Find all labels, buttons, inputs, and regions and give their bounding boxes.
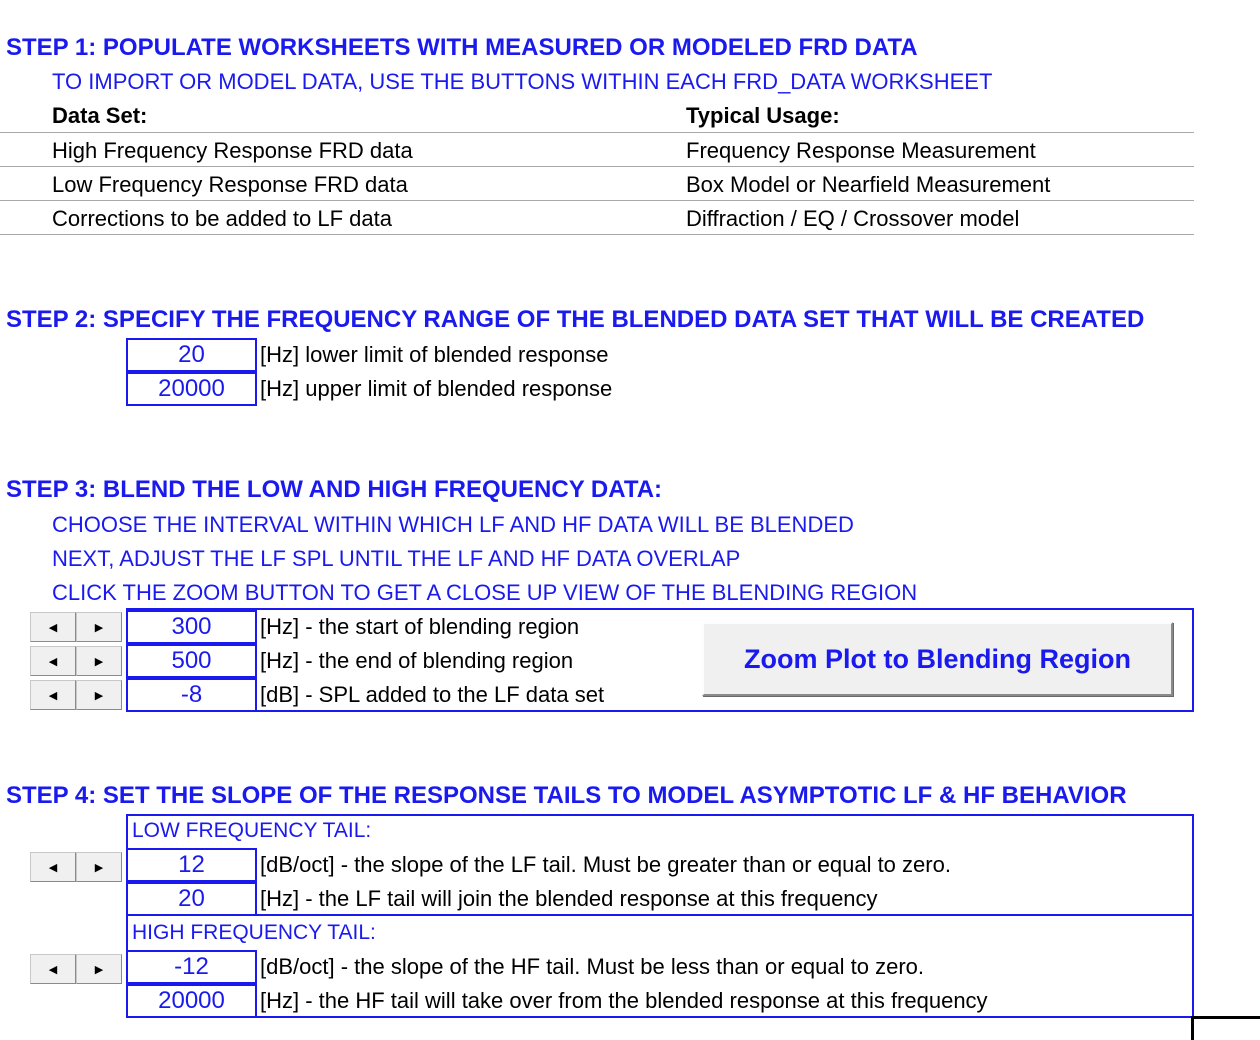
table-divider xyxy=(0,132,1194,133)
right-arrow-icon: ▶ xyxy=(94,861,104,874)
table-row-usage: Frequency Response Measurement xyxy=(686,138,1036,163)
table-row-data-set: Corrections to be added to LF data xyxy=(52,206,392,231)
step2-title: STEP 2: SPECIFY THE FREQUENCY RANGE OF THE BLENDED DATA SET THAT WILL BE CREATED xyxy=(6,306,1145,333)
increment-button[interactable] xyxy=(76,852,122,882)
blend-start-spinner[interactable] xyxy=(30,612,122,642)
table-row-data-set: Low Frequency Response FRD data xyxy=(52,172,408,197)
zoom-plot-button[interactable]: Zoom Plot to Blending Region xyxy=(702,622,1173,696)
data-set-header: Data Set: xyxy=(52,103,148,128)
table-row-usage: Diffraction / EQ / Crossover model xyxy=(686,206,1020,231)
increment-button[interactable] xyxy=(76,954,122,984)
decrement-button[interactable] xyxy=(30,852,76,882)
left-arrow-icon: ◀ xyxy=(48,621,58,634)
right-arrow-icon: ▶ xyxy=(94,621,104,634)
step1-subtitle: TO IMPORT OR MODEL DATA, USE THE BUTTONS WITHIN EACH FRD_DATA WORKSHEET xyxy=(52,69,993,94)
decrement-button[interactable] xyxy=(30,680,76,710)
step3-instruction: CHOOSE THE INTERVAL WITHIN WHICH LF AND HF DATA WILL BE BLENDED xyxy=(52,512,854,537)
left-arrow-icon: ◀ xyxy=(48,861,58,874)
blend-end-input[interactable]: 500 xyxy=(126,644,257,678)
lf-slope-label: [dB/oct] - the slope of the LF tail. Must be greater than or equal to zero. xyxy=(260,852,951,877)
lf-tail-header: LOW FREQUENCY TAIL: xyxy=(132,819,372,842)
typical-usage-header: Typical Usage: xyxy=(686,103,840,128)
hf-slope-input[interactable]: -12 xyxy=(126,950,257,984)
right-arrow-icon: ▶ xyxy=(94,963,104,976)
lower-limit-label: [Hz] lower limit of blended response xyxy=(260,342,609,367)
upper-limit-input[interactable]: 20000 xyxy=(126,372,257,406)
hf-join-label: [Hz] - the HF tail will take over from the blended response at this frequency xyxy=(260,988,988,1013)
blend-start-input[interactable]: 300 xyxy=(126,610,257,644)
hf-join-input[interactable]: 20000 xyxy=(126,984,257,1018)
right-arrow-icon: ▶ xyxy=(94,689,104,702)
blend-end-spinner[interactable] xyxy=(30,646,122,676)
table-divider xyxy=(0,166,1194,167)
left-arrow-icon: ◀ xyxy=(48,655,58,668)
table-row-data-set: High Frequency Response FRD data xyxy=(52,138,413,163)
lf-join-label: [Hz] - the LF tail will join the blended response at this frequency xyxy=(260,886,878,911)
table-divider xyxy=(0,234,1194,235)
decrement-button[interactable] xyxy=(30,954,76,984)
cell-corner xyxy=(1191,1016,1260,1040)
table-row-usage: Box Model or Nearfield Measurement xyxy=(686,172,1051,197)
increment-button[interactable] xyxy=(76,612,122,642)
step3-title: STEP 3: BLEND THE LOW AND HIGH FREQUENCY DATA: xyxy=(6,476,663,503)
lf-spl-label: [dB] - SPL added to the LF data set xyxy=(260,682,605,707)
increment-button[interactable] xyxy=(76,646,122,676)
decrement-button[interactable] xyxy=(30,646,76,676)
blend-end-label: [Hz] - the end of blending region xyxy=(260,648,574,673)
lf-join-input[interactable]: 20 xyxy=(126,882,257,916)
hf-tail-header: HIGH FREQUENCY TAIL: xyxy=(132,921,376,944)
lf-slope-input[interactable]: 12 xyxy=(126,848,257,882)
lf-slope-spinner[interactable] xyxy=(30,852,122,882)
hf-slope-spinner[interactable] xyxy=(30,954,122,984)
left-arrow-icon: ◀ xyxy=(48,963,58,976)
table-divider xyxy=(0,200,1194,201)
step3-instruction: NEXT, ADJUST THE LF SPL UNTIL THE LF AND HF DATA OVERLAP xyxy=(52,546,741,571)
right-arrow-icon: ▶ xyxy=(94,655,104,668)
step1-title: STEP 1: POPULATE WORKSHEETS WITH MEASURED OR MODELED FRD DATA xyxy=(6,34,918,61)
upper-limit-label: [Hz] upper limit of blended response xyxy=(260,376,613,401)
lf-spl-spinner[interactable] xyxy=(30,680,122,710)
decrement-button[interactable] xyxy=(30,612,76,642)
lower-limit-input[interactable]: 20 xyxy=(126,338,257,372)
step4-title: STEP 4: SET THE SLOPE OF THE RESPONSE TAILS TO MODEL ASYMPTOTIC LF & HF BEHAVIOR xyxy=(6,782,1127,809)
lf-spl-input[interactable]: -8 xyxy=(126,678,257,712)
hf-slope-label: [dB/oct] - the slope of the HF tail. Must be less than or equal to zero. xyxy=(260,954,925,979)
step3-instruction: CLICK THE ZOOM BUTTON TO GET A CLOSE UP VIEW OF THE BLENDING REGION xyxy=(52,580,918,605)
blend-start-label: [Hz] - the start of blending region xyxy=(260,614,580,639)
left-arrow-icon: ◀ xyxy=(48,689,58,702)
increment-button[interactable] xyxy=(76,680,122,710)
